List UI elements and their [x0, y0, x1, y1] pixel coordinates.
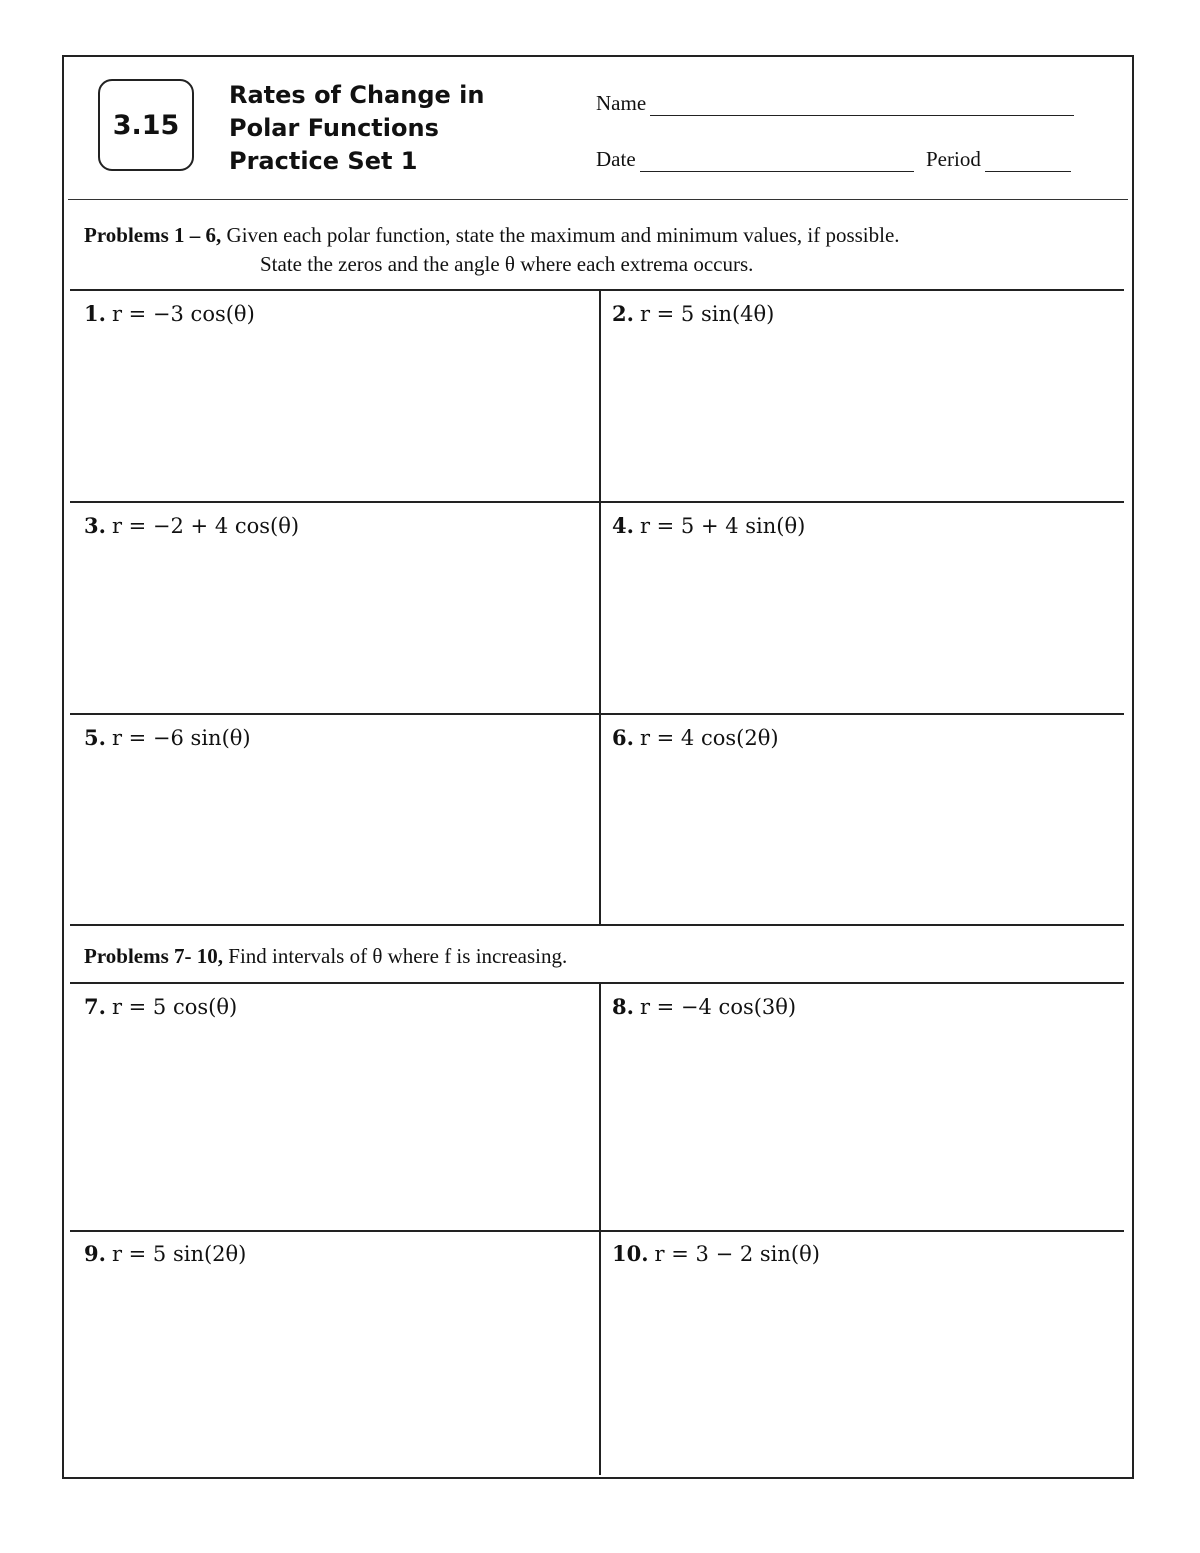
section-badge [98, 79, 194, 171]
title-line-1: Rates of Change in [229, 81, 485, 109]
part1-line2: State the zeros and the angle θ where each extrema occurs. [260, 252, 754, 276]
date-field[interactable] [596, 147, 914, 172]
problem-10: 10. r = 3 − 2 sin(θ) [612, 1241, 820, 1266]
part1-line1: Given each polar function, state the maximum and minimum values, if possible. [226, 223, 900, 247]
row-divider-5 [70, 982, 1124, 984]
column-divider-part1 [599, 290, 601, 925]
part2-text: Find intervals of θ where f is increasing. [228, 944, 568, 968]
part2-heading: Problems 7- 10, [84, 944, 224, 968]
problem-3: 3. r = −2 + 4 cos(θ) [84, 513, 300, 538]
problem-8: 8. r = −4 cos(3θ) [612, 994, 797, 1019]
worksheet [62, 55, 1134, 1479]
problem-5: 5. r = −6 sin(θ) [84, 725, 251, 750]
row-divider-3 [70, 713, 1124, 715]
problem-1: 1. r = −3 cos(θ) [84, 301, 255, 326]
section-number: 3.15 [112, 109, 180, 141]
period-field[interactable] [926, 147, 1071, 172]
instructions-part1 [84, 221, 900, 279]
name-label: Name [596, 91, 647, 115]
name-blank[interactable] [650, 95, 1074, 116]
title-line-3: Practice Set 1 [229, 147, 418, 175]
period-label: Period [926, 147, 981, 171]
worksheet-title [229, 79, 484, 178]
problem-4: 4. r = 5 + 4 sin(θ) [612, 513, 806, 538]
instructions-part2 [84, 942, 567, 971]
row-divider-6 [70, 1230, 1124, 1232]
column-divider-part2 [599, 983, 601, 1475]
problem-9: 9. r = 5 sin(2θ) [84, 1241, 247, 1266]
problem-6: 6. r = 4 cos(2θ) [612, 725, 779, 750]
date-blank[interactable] [640, 151, 914, 172]
period-blank[interactable] [985, 151, 1071, 172]
row-divider-4 [70, 924, 1124, 926]
row-divider-1 [70, 289, 1124, 291]
date-label: Date [596, 147, 636, 171]
row-divider-2 [70, 501, 1124, 503]
name-field[interactable] [596, 91, 1074, 116]
part1-heading: Problems 1 – 6, [84, 223, 222, 247]
problem-7: 7. r = 5 cos(θ) [84, 994, 238, 1019]
title-line-2: Polar Functions [229, 114, 439, 142]
header-divider [68, 199, 1128, 200]
problem-2: 2. r = 5 sin(4θ) [612, 301, 775, 326]
